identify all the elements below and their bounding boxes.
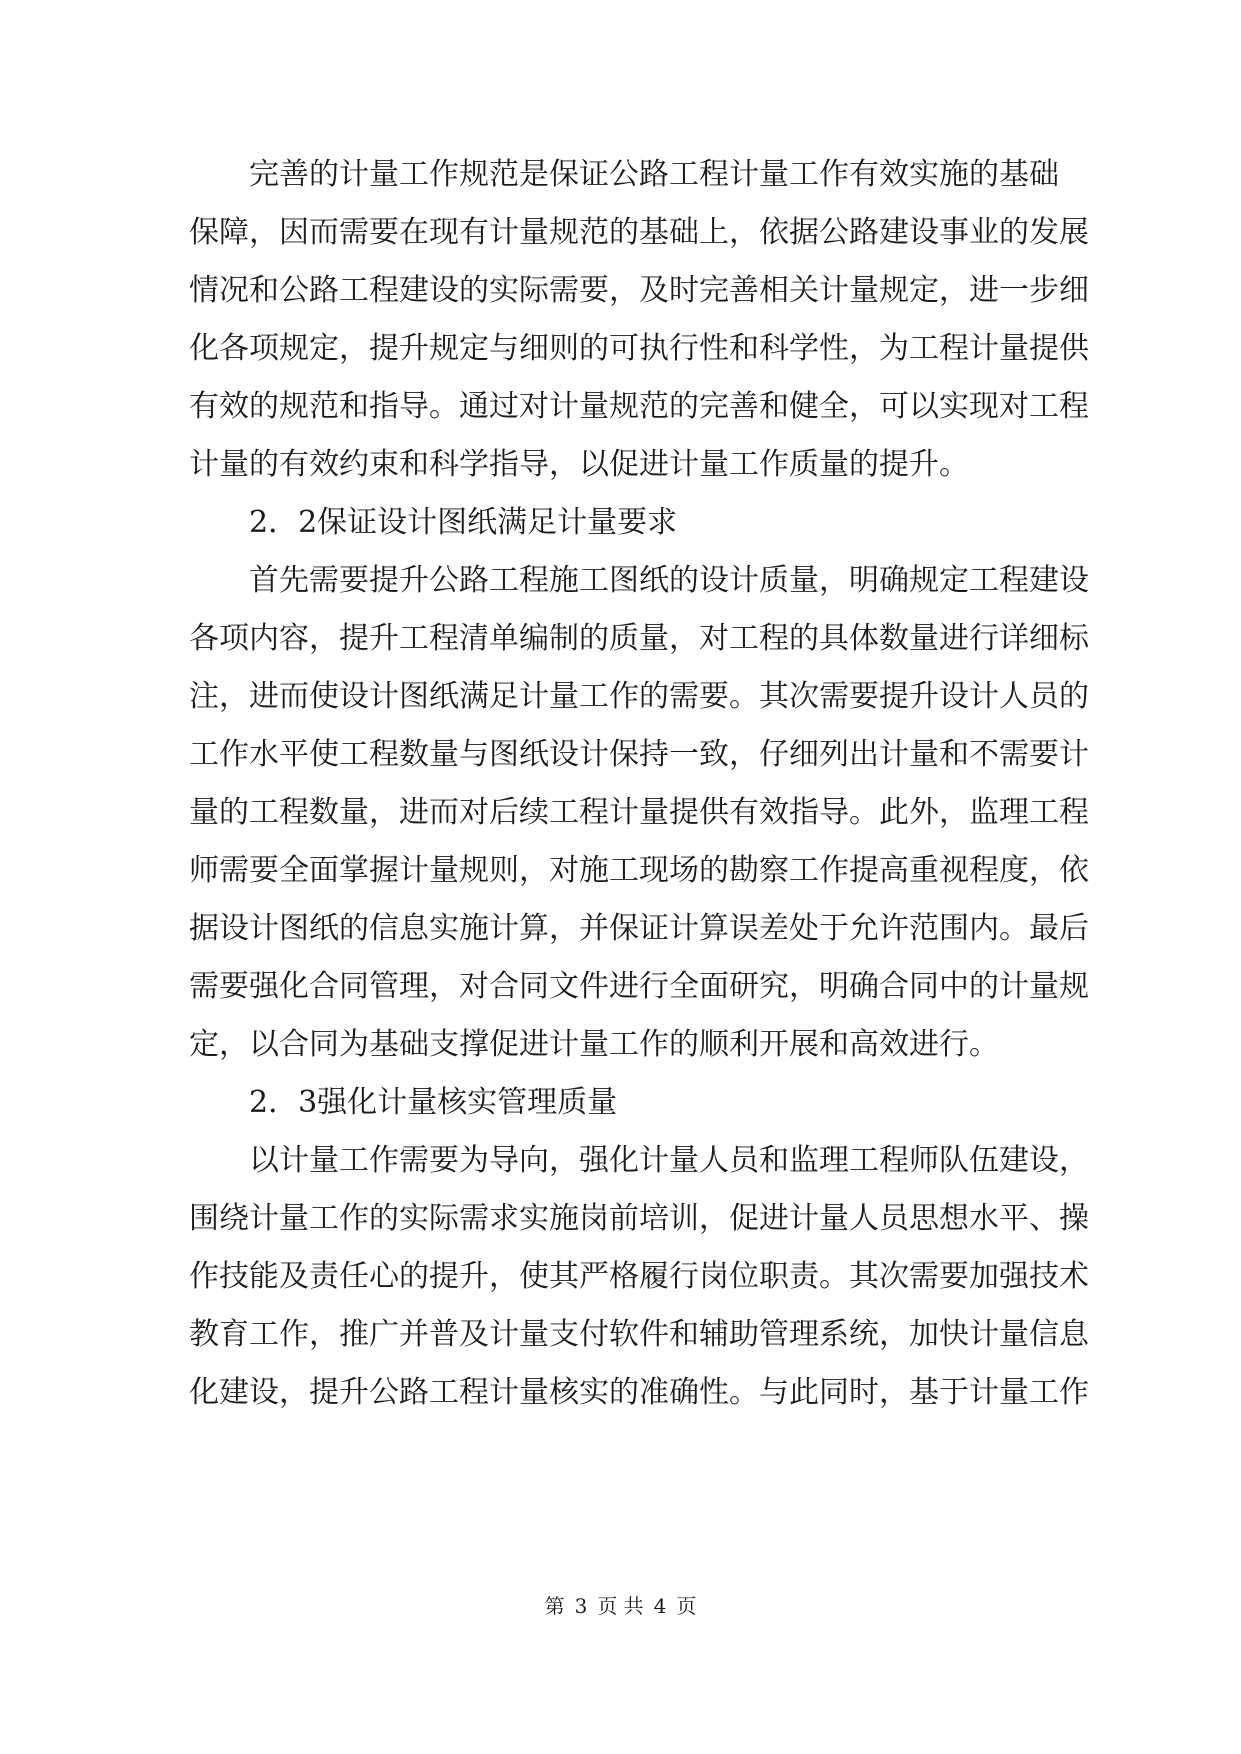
text-line: 教育工作，推广并普及计量支付软件和辅助管理系统，加快计量信息 (189, 1317, 1089, 1352)
text-line: 注，进而使设计图纸满足计量工作的需要。其次需要提升设计人员的 (189, 679, 1089, 714)
text-line: 完善的计量工作规范是保证公路工程计量工作有效实施的基础 (249, 157, 1059, 192)
text-line: 保障，因而需要在现有计量规范的基础上，依据公路建设事业的发展 (189, 215, 1089, 250)
text-line: 定，以合同为基础支撑促进计量工作的顺利开展和高效进行。 (189, 1027, 999, 1062)
footer-middle: 页 共 (597, 1594, 644, 1618)
text-line: 工作水平使工程数量与图纸设计保持一致，仔细列出计量和不需要计 (189, 737, 1089, 772)
section-heading: 2．2保证设计图纸满足计量要求 (249, 505, 678, 540)
page-footer (0, 1592, 1241, 1620)
text-line: 量的工程数量，进而对后续工程计量提供有效指导。此外，监理工程 (189, 795, 1089, 830)
text-line: 计量的有效约束和科学指导，以促进计量工作质量的提升。 (189, 447, 969, 482)
text-line: 围绕计量工作的实际需求实施岗前培训，促进计量人员思想水平、操 (189, 1201, 1089, 1236)
text-line: 首先需要提升公路工程施工图纸的设计质量，明确规定工程建设 (249, 563, 1089, 598)
text-line: 以计量工作需要为导向，强化计量人员和监理工程师队伍建设， (249, 1143, 1089, 1178)
text-line: 据设计图纸的信息实施计算，并保证计算误差处于允许范围内。最后 (189, 911, 1089, 946)
text-line: 作技能及责任心的提升，使其严格履行岗位职责。其次需要加强技术 (189, 1259, 1089, 1294)
text-line: 化各项规定，提升规定与细则的可执行性和科学性，为工程计量提供 (189, 331, 1089, 366)
footer-prefix: 第 (544, 1594, 565, 1618)
current-page-number: 3 (574, 1594, 588, 1618)
footer-suffix: 页 (676, 1594, 697, 1618)
text-line: 需要强化合同管理，对合同文件进行全面研究，明确合同中的计量规 (189, 969, 1089, 1004)
total-page-number: 4 (653, 1594, 667, 1618)
section-heading: 2．3强化计量核实管理质量 (249, 1085, 618, 1120)
text-line: 化建设，提升公路工程计量核实的准确性。与此同时，基于计量工作 (189, 1375, 1089, 1410)
text-line: 有效的规范和指导。通过对计量规范的完善和健全，可以实现对工程 (189, 389, 1089, 424)
text-line: 各项内容，提升工程清单编制的质量，对工程的具体数量进行详细标 (189, 621, 1089, 656)
text-line: 情况和公路工程建设的实际需要，及时完善相关计量规定，进一步细 (189, 273, 1089, 308)
text-line: 师需要全面掌握计量规则，对施工现场的勘察工作提高重视程度，依 (189, 853, 1089, 888)
